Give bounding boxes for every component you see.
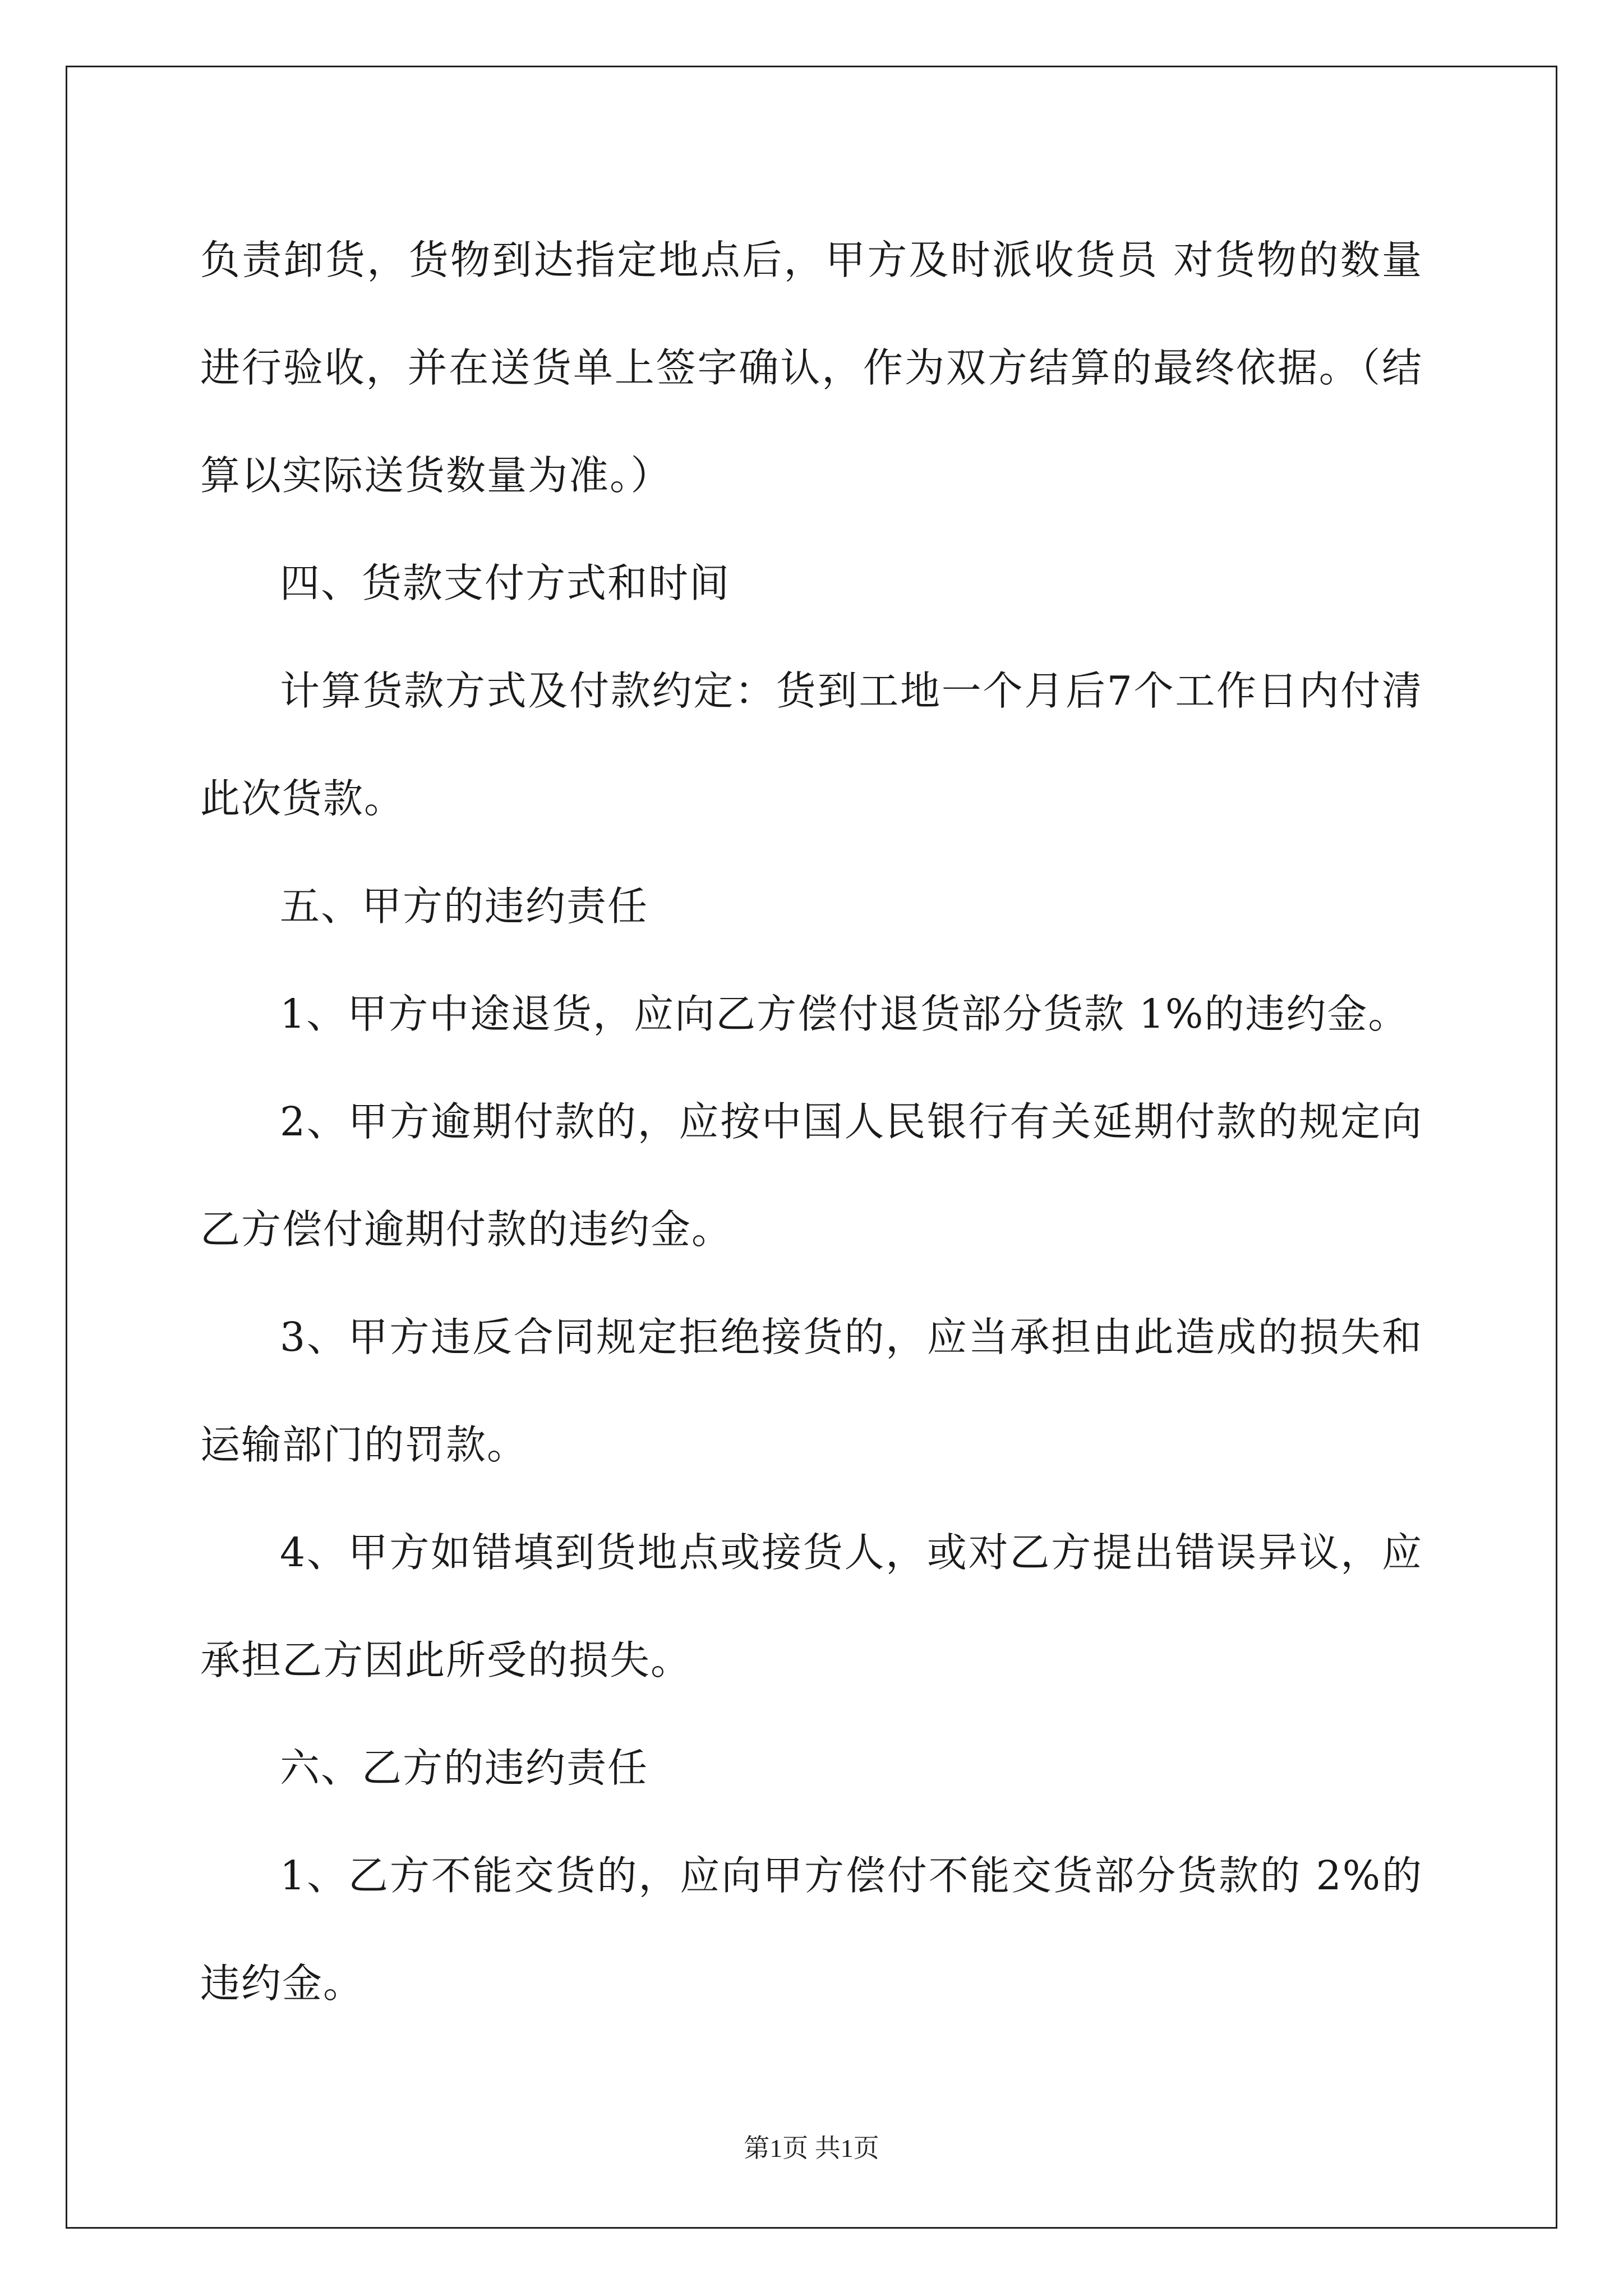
paragraph-delivery-acceptance: 负责卸货，货物到达指定地点后，甲方及时派收货员 对货物的数量进行验收，并在送货单上签字确认，作为双方结算的最终依据。（结算以实际送货数量为准。） (200, 237, 1423, 499)
clause-a-3: 3、甲方违反合同规定拒绝接货的，应当承担由此造成的损失和运输部门的罚款。 (200, 1314, 1423, 1468)
heading-party-b-liability: 六、乙方的违约责任 (280, 1745, 649, 1791)
clause-a-2: 2、甲方逾期付款的，应按中国人民银行有关延期付款的规定向乙方偿付逾期付款的违约金。 (200, 1098, 1423, 1253)
clause-a-1: 1、甲方中途退货，应向乙方偿付退货部分货款 1%的违约金。 (280, 991, 1409, 1037)
page-number-footer: 第1页 共1页 (744, 2134, 879, 2162)
clause-a-4: 4、甲方如错填到货地点或接货人，或对乙方提出错误异议，应承担乙方因此所受的损失。 (200, 1529, 1423, 1683)
heading-party-a-liability: 五、甲方的违约责任 (280, 883, 649, 930)
document-body (200, 206, 1423, 2037)
clause-b-1: 1、乙方不能交货的，应向甲方偿付不能交货部分货款的 2%的违约金。 (200, 1852, 1423, 2007)
heading-payment-method: 四、货款支付方式和时间 (280, 560, 731, 606)
paragraph-payment-terms: 计算货款方式及付款约定：货到工地一个月后7个工作日内付清此次货款。 (200, 668, 1423, 822)
